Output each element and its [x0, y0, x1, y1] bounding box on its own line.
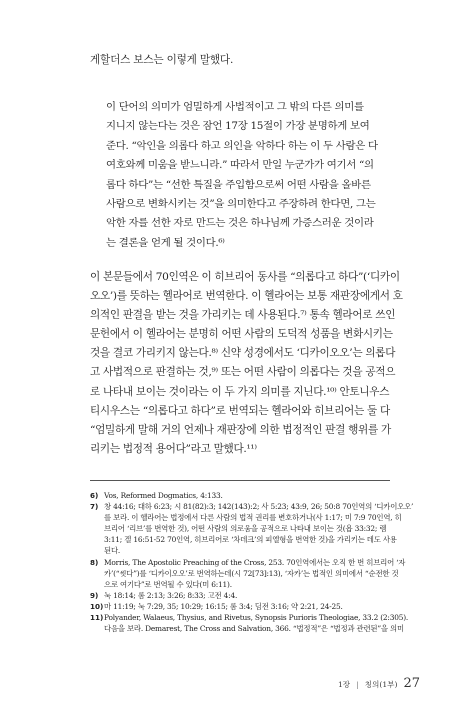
footnote-text [104, 601, 410, 612]
footnote [90, 501, 414, 556]
footnote-line: 창 44:16; 대하 6:23; 시 81(82):3; 142(143):2; 사 5:23; 43:9, 26; 50:8 70인역의 ‘디카이오오’ [104, 502, 414, 512]
body-line: 고 사법적으로 판결하는 것,⁹⁾ 또는 어떤 사람이 의롭다는 것을 공적으 [90, 366, 396, 379]
footnote-number: 11) [90, 613, 104, 623]
body-line: 오오’)를 뜻하는 헬라어로 번역한다. 이 헬라어는 보통 재판장에게서 호 [90, 290, 403, 303]
footnote-number: 7) [90, 502, 99, 512]
footnote-number: 10) [90, 601, 104, 611]
footnote-line: Vos, Reformed Dogmatics, 4:133. [104, 491, 223, 500]
footnote-number: 9) [90, 590, 99, 600]
page-footer [290, 676, 420, 691]
page-number: 27 [403, 676, 420, 691]
footnote [90, 490, 410, 501]
quote-line: 이 단어의 의미가 엄밀하게 사법적이고 그 밖의 다른 의미를 [106, 101, 364, 113]
body-paragraph [90, 268, 410, 459]
footnote-line: Morris, The Apostolic Preaching of the Cross, 253. 70인역에서는 오직 한 번 히브리어 ‘자 [104, 557, 406, 567]
footnote-text [104, 590, 410, 601]
footnote-text [104, 490, 410, 501]
quote-line: 롭다 하다”는 “선한 특질을 주입함으로써 어떤 사람을 올바른 [106, 178, 371, 191]
footer-separator: | [356, 680, 359, 689]
footnote [90, 590, 410, 601]
footnote [90, 612, 410, 634]
block-quote [106, 98, 406, 253]
quote-line: 지니지 않는다는 것은 잠언 17장 15절이 가장 분명하게 보여 [106, 120, 370, 133]
body-line: 이 본문들에서 70인역은 이 히브리어 동사를 “의롭다고 하다”(‘디카이 [90, 271, 400, 283]
footnote [90, 557, 410, 590]
footnote-divider [90, 480, 390, 481]
quote-line: 는 결론을 얻게 될 것이다.⁶⁾ [106, 236, 225, 249]
chapter-label: 1장 [337, 680, 351, 689]
footnote-line: 눅 18:14; 롬 2:13; 3:26; 8:33; 고전 4:4. [104, 590, 238, 600]
lead-sentence: 게할더스 보스는 이렇게 말했다. [90, 54, 234, 66]
footnote-line: Polyander, Walaeus, Thysius, and Rivetus, Synopsis Purioris Theologiae, 33.2 (2:305). [104, 613, 409, 623]
footnote-line: 된다. [104, 546, 121, 556]
footnote-line: 브리어 ‘리브’를 번역한 것), 어떤 사람의 의로움을 공적으로 나타내 보이는 것(욥 33:32; 렘 [104, 524, 387, 534]
footnote-text [104, 501, 413, 556]
body-line: 티시우스는 “의롭다고 하다”로 번역되는 헬라어와 히브리어는 둘 다 [90, 404, 390, 417]
footnote-line: 를 보라. 이 헬라어는 법정에서 다른 사람의 법적 권리를 변호하거나(사 1:17; 미 7:9 70인역, 히 [104, 513, 402, 523]
body-line: 로 나타내 보이는 것이라는 이 두 가지 의미를 지닌다.¹⁰⁾ 안토니우스 [90, 385, 390, 398]
footnote-text [104, 557, 410, 590]
quote-line: 사람으로 변화시키는 것”을 의미한다고 주장하려 한다면, 그는 [106, 198, 376, 211]
body-line: 의적인 판결을 받는 것을 가리키는 데 사용된다.⁷⁾ 통속 헬라어로 쓰인 [90, 309, 396, 322]
quote-line: 준다. “악인을 의롭다 하고 의인을 악하다 하는 이 두 사람은 다 [106, 139, 378, 152]
footnote-text [104, 612, 410, 634]
body-line: 리키는 법정적 용어다”라고 말했다.¹¹⁾ [90, 442, 257, 455]
footnotes [90, 490, 414, 634]
quote-line: 여호와께 미움을 받느니라.” 따라서 만일 누군가가 여기서 “의 [106, 159, 374, 172]
footnote-line: 다음을 보라. Demarest, The Cross and Salvation, 366. “법정적”은 “법정과 관련된”을 의미 [104, 624, 404, 634]
footnote-line: 마 11:19; 눅 7:29, 35; 10:29; 16:15; 롬 3:4; 딤전 3:16; 약 2:21, 24-25. [104, 601, 343, 611]
quote-line: 악한 자를 선한 자로 만드는 것은 하나님께 가증스러운 것이라 [106, 217, 374, 230]
footnote-number: 6) [90, 491, 99, 500]
body-line: “엄밀하게 말해 거의 언제나 재판장에 의한 법정적인 판결 행위를 가 [90, 423, 391, 436]
body-line: 문헌에서 이 헬라어는 분명히 어떤 사람의 도덕적 성품을 변화시키는 [90, 328, 393, 341]
chapter-title: 칭의(1부) [364, 680, 398, 689]
footnote-number: 8) [90, 557, 99, 567]
footnote-line: 으로 여기다”로 번역될 수 있다(미 6:11). [104, 579, 232, 589]
footnote-line: 카’(“씻다”)를 ‘디카이오오’로 번역하는데(시 72[73]:13), ‘자카’는 법적인 의미에서 “순전한 것 [104, 568, 399, 578]
body-line: 것을 결코 가리키지 않는다.⁸⁾ 신약 성경에서도 ‘디카이오오’는 의롭다 [90, 347, 396, 360]
footnote [90, 601, 410, 612]
footnote-line: 3:11; 겔 16:51-52 70인역, 히브리어로 ‘차데크’의 피엘형을 번역한 것)을 가리키는 데도 사용 [104, 535, 397, 545]
